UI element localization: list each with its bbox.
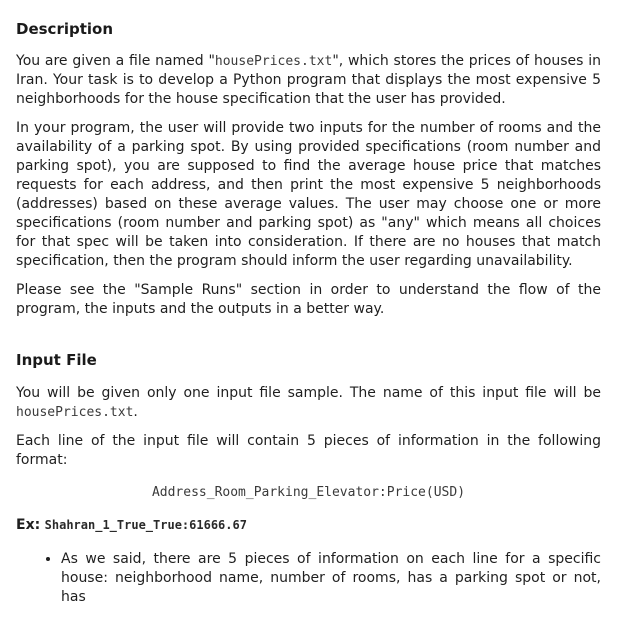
- input-file-paragraph-2: Each line of the input file will contain 5 pieces of information in the following format:: [16, 433, 601, 468]
- line-format-code: Address_Room_Parking_Elevator:Price(USD): [151, 485, 466, 500]
- description-paragraph-2: In your program, the user will provide two inputs for the number of rooms and the availability of a parking spot. By using provided specifications (room number and parking spot), you are supposed to find the average house price that matches requests for each address, and then print the most expensive 5 neighborhoods (addresses) based on these average values. The user may choose one or more specifications (room number and parking spot) as "any" which means all choices for that spec will be taken into consideration. If there are no houses that match specification, then the program should inform the user regarding unavailability.: [16, 120, 601, 269]
- example-code: Shahran_1_True_True:61666.67: [44, 518, 247, 532]
- info-bullet-list: [16, 550, 601, 607]
- input-file-paragraph-1: [16, 384, 601, 422]
- input-file-p1-text-a: You will be given only one input file sample. The name of this input file will be: [16, 385, 601, 401]
- example-line: [16, 516, 601, 535]
- input-filename-code: housePrices.txt: [16, 405, 134, 420]
- description-heading: Description: [16, 20, 114, 38]
- description-paragraph-3: Please see the "Sample Runs" section in order to understand the flow of the program, the inputs and the outputs in a better way.: [16, 282, 601, 317]
- input-file-p1-text-b: .: [133, 404, 138, 420]
- example-label: Ex:: [16, 517, 41, 533]
- description-paragraph-1: [16, 52, 601, 109]
- problem-statement: [16, 18, 601, 607]
- list-item: • As we said, there are 5 pieces of information on each line for a specific house: neighborhood name, number of rooms, has a parking spot or not, has: [61, 550, 601, 607]
- description-p1-text-a: You are given a file named ": [16, 53, 215, 69]
- input-file-heading: Input File: [16, 351, 97, 369]
- description-p1-text-b: ", which stores the prices of houses in Iran. Your task is to develop a Python program that displays the most expensive 5 neighborhoods for the house specification that the user has provided.: [16, 53, 601, 107]
- filename-code: housePrices.txt: [214, 54, 333, 69]
